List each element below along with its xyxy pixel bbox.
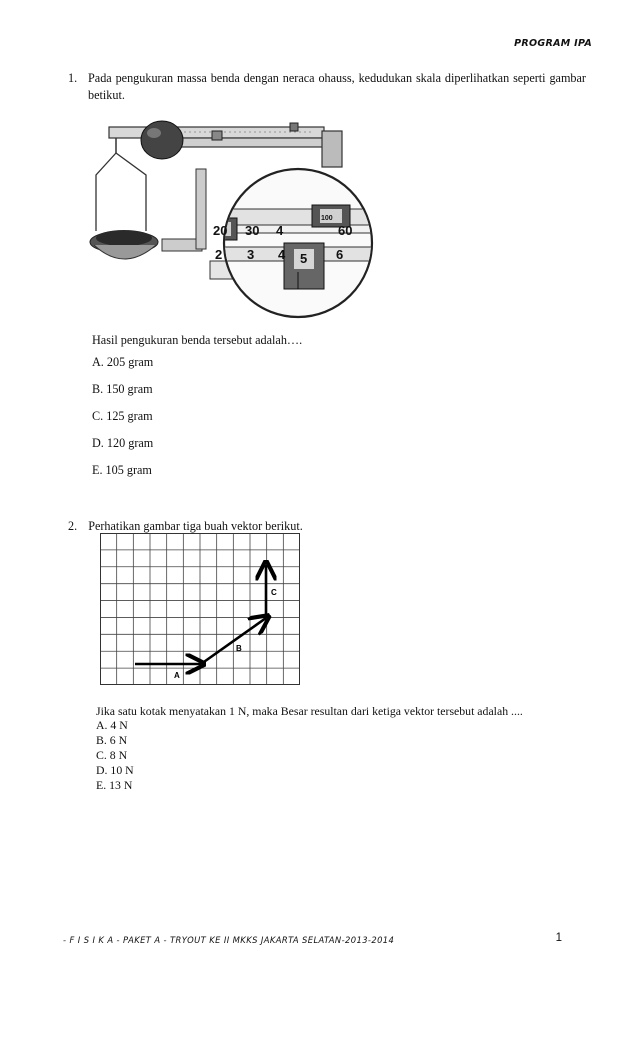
question-1-option-e: E. 105 gram <box>92 463 152 477</box>
question-1 <box>68 70 586 104</box>
question-1-prompt: Hasil pengukuran benda tersebut adalah…. <box>92 333 303 347</box>
scale-bottom-6: 6 <box>336 247 344 262</box>
footer-text: - F I S I K A - PAKET A - TRYOUT KE II MKKS JAKARTA SELATAN-2013-2014 <box>63 935 395 945</box>
ohauss-balance-figure <box>84 113 374 321</box>
question-1-text: Pada pengukuran massa benda dengan neraca ohauss, kedudukan skala diperlihatkan seperti gambar betikut. <box>88 71 586 102</box>
question-1-option-c: C. 125 gram <box>92 409 153 423</box>
scale-top-4: 4 <box>276 223 284 238</box>
question-2-option-b: B. 6 N <box>96 733 128 747</box>
vector-c-label: C <box>271 588 277 597</box>
question-1-number: 1. <box>68 71 78 85</box>
question-1-option-b: B. 150 gram <box>92 382 153 396</box>
vector-a-label: A <box>174 671 180 680</box>
scale-bottom-5: 5 <box>300 251 308 266</box>
question-2-option-d: D. 10 N <box>96 763 134 777</box>
scale-top-30: 30 <box>245 223 260 238</box>
scale-top-20: 20 <box>213 223 228 238</box>
question-2-number: 2. <box>68 519 78 533</box>
question-2-option-e: E. 13 N <box>96 778 133 792</box>
scale-top-60: 60 <box>338 223 353 238</box>
program-header: PROGRAM IPA <box>514 38 592 49</box>
question-2-option-c: C. 8 N <box>96 748 128 762</box>
scale-bottom-4: 4 <box>278 247 286 262</box>
question-2-text: Perhatikan gambar tiga buah vektor berikut. <box>88 519 303 533</box>
scale-top-100: 100 <box>321 215 333 222</box>
scale-bottom-3: 3 <box>247 247 255 262</box>
vector-b-label: B <box>236 644 242 653</box>
scale-bottom-2: 2 <box>215 247 223 262</box>
question-1-option-a: A. 205 gram <box>92 355 154 369</box>
vector-grid-figure <box>100 533 301 686</box>
page-number: 1 <box>555 932 562 944</box>
question-1-option-d: D. 120 gram <box>92 436 154 450</box>
question-2-option-a: A. 4 N <box>96 718 128 732</box>
question-2-prompt: Jika satu kotak menyatakan 1 N, maka Besar resultan dari ketiga vektor tersebut adalah .... <box>96 704 523 718</box>
